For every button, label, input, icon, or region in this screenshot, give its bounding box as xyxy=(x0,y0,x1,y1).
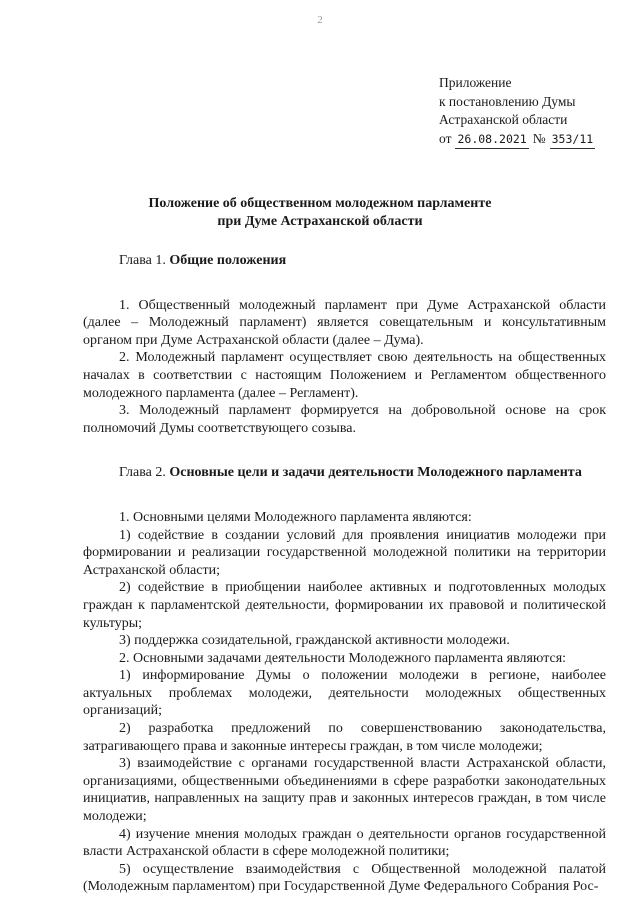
paragraph: 2. Молодежный парламент осуществляет свою деятельность на общественных началах в соответствии с настоящим Положением и Регламентом общественного молодежного парламента (далее – Регламент). xyxy=(83,350,606,401)
title-line-1: Положение об общественном молодежном парламенте xyxy=(148,196,492,211)
appendix-line-1: Приложение xyxy=(439,75,512,90)
from-label: от xyxy=(439,130,452,146)
resolution-number: 353/11 xyxy=(550,130,596,150)
chapter-1-name: Общие положения xyxy=(169,253,287,268)
chapter-2-heading xyxy=(83,464,606,482)
number-label: № xyxy=(532,130,546,146)
appendix-line-3: Астраханской области xyxy=(439,112,568,127)
page-number: 2 xyxy=(317,14,323,26)
paragraph: 3) взаимодействие с органами государственной власти Астраханской области, организациями, общественными объединениями в сфере разработки законодательных инициатив, направленных на защиту прав и законных интересов граждан, в том числе молодежи; xyxy=(83,756,606,825)
appendix-block xyxy=(439,74,595,149)
paragraph: 2. Основными задачами деятельности Молодежного парламента являются: xyxy=(119,650,567,666)
section-gap xyxy=(83,437,606,464)
chapter-2-prefix: Глава 2. xyxy=(119,465,166,481)
chapter-2-name: Основные цели и задачи деятельности Молодежного парламента xyxy=(169,465,582,481)
paragraph: 3. Молодежный парламент формируется на добровольной основе на срок полномочий Думы соответствующего созыва. xyxy=(83,403,606,436)
title-line-2: при Думе Астраханской области xyxy=(217,214,423,229)
paragraph: 2) разработка предложений по совершенствованию законодательства, затрагивающего права и законные интересы граждан, в том числе молодежи; xyxy=(83,721,606,754)
appendix-date-line xyxy=(439,130,595,150)
paragraph: 1. Общественный молодежный парламент при Думе Астраханской области (далее – Молодежный парламент) является совещательным и консультативным органом при Думе Астраханской области (далее – Дума). xyxy=(83,297,606,348)
resolution-date: 26.08.2021 xyxy=(455,130,528,150)
paragraph: 2) содействие в приобщении наиболее активных и подготовленных молодых граждан к парламентской деятельности, формировании их правовой и политической культуры; xyxy=(83,580,606,631)
paragraph: 4) изучение мнения молодых граждан о деятельности органов государственной власти Астраханской области в сфере молодежной политики; xyxy=(83,826,606,860)
document-body xyxy=(83,252,606,896)
document-title xyxy=(0,195,640,231)
chapter-1-heading xyxy=(83,252,606,270)
paragraph: 1) информирование Думы о положении молодежи в регионе, наиболее актуальных проблемах молодежи, деятельности молодежных общественных организаций; xyxy=(83,668,606,719)
paragraph: 3) поддержка созидательной, гражданской активности молодежи. xyxy=(119,633,510,649)
paragraph: 1. Основными целями Молодежного парламента являются: xyxy=(119,509,472,525)
paragraph: 1) содействие в создании условий для проявления инициатив молодежи при формировании и реализации государственной молодежной политики на территории Астраханской области; xyxy=(83,527,606,578)
chapter-1-prefix: Глава 1. xyxy=(119,253,166,268)
appendix-line-2: к постановлению Думы xyxy=(439,93,576,109)
paragraph: 5) осуществление взаимодействия с Общественной молодежной палатой (Молодежным парламентом) при Государственной Думе Федерального Собрания Рос- xyxy=(83,861,606,895)
